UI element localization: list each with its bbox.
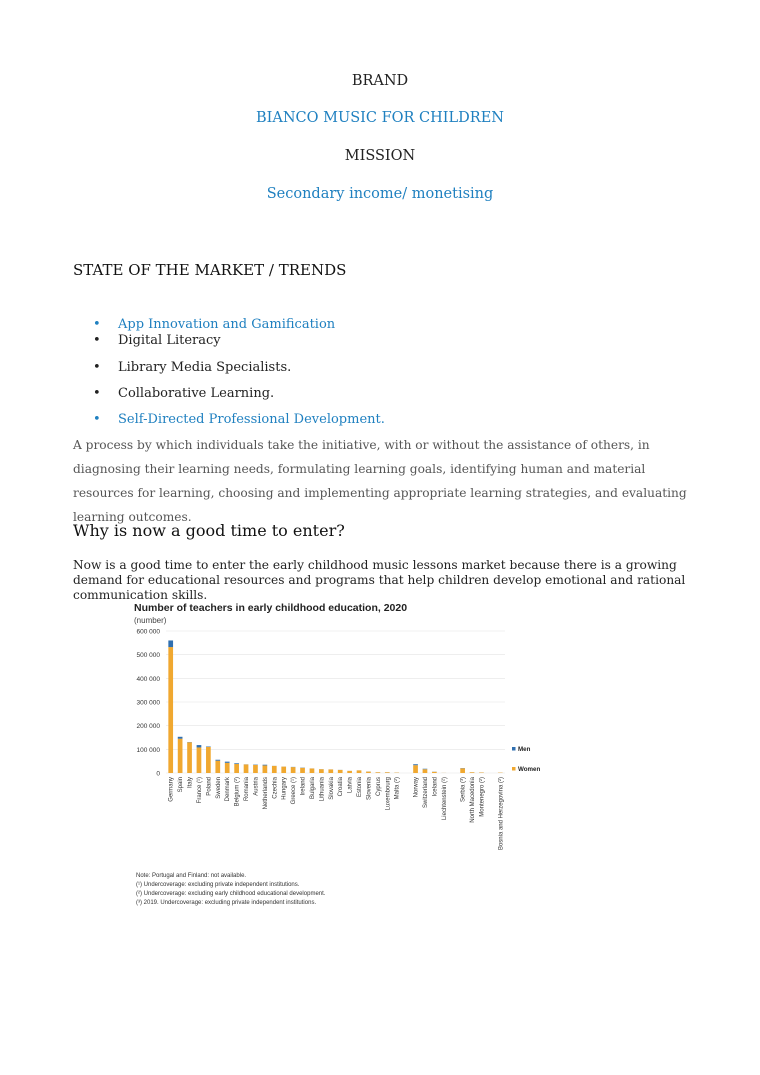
bar-women <box>225 763 230 773</box>
bar-women <box>206 747 211 773</box>
x-tick-label: Belgium (²) <box>234 777 241 807</box>
brand-name: BIANCO MUSIC FOR CHILDREN <box>256 110 504 126</box>
bar-women <box>319 769 324 773</box>
teachers-bar-chart <box>120 625 550 870</box>
bar-women <box>338 770 343 773</box>
legend-label: Women <box>518 766 541 773</box>
chart-title: Number of teachers in early childhood education, 2020 <box>134 602 408 614</box>
bar-women <box>263 765 268 773</box>
bar-women <box>328 769 333 773</box>
legend-swatch <box>512 767 516 771</box>
x-tick-label: France (¹) <box>196 777 203 804</box>
x-tick-label: Slovenia <box>366 777 373 801</box>
bar-women <box>376 772 381 773</box>
bullet-dot: • <box>93 386 101 401</box>
y-tick-label: 0 <box>156 770 160 778</box>
chart-note: Note: Portugal and Finland: not available. <box>136 873 247 879</box>
chart-x-labels <box>169 776 505 850</box>
bar-women <box>310 769 315 773</box>
x-tick-label: Norway <box>413 777 420 798</box>
bar-women <box>291 767 296 773</box>
bullet-text: App Innovation and Gamification <box>118 317 336 332</box>
bar-women <box>347 771 352 773</box>
bar-men <box>413 764 418 765</box>
bullet-dot: • <box>93 412 101 427</box>
bar-women <box>272 766 277 773</box>
bar-women <box>423 769 428 773</box>
bar-women <box>197 747 202 773</box>
mission-label: MISSION <box>344 148 416 164</box>
bar-men <box>263 765 268 766</box>
x-tick-label: Denmark <box>225 777 232 802</box>
y-tick-label: 300 000 <box>136 699 160 707</box>
legend-label: Men <box>518 746 531 753</box>
bar-women <box>215 761 220 773</box>
x-tick-label: Austria <box>253 777 260 796</box>
x-tick-label: Spain <box>178 777 185 793</box>
bar-women <box>413 765 418 773</box>
y-tick-label: 400 000 <box>136 675 160 683</box>
x-tick-label: Switzerland <box>422 777 429 809</box>
x-tick-label: Greece (¹) <box>291 777 298 805</box>
y-tick-label: 100 000 <box>136 746 160 754</box>
bar-women <box>253 765 258 773</box>
bar-men <box>178 737 183 739</box>
chart-unit: (number) <box>134 616 167 625</box>
x-tick-label: Romania <box>244 777 251 802</box>
legend-swatch <box>512 747 516 751</box>
chart-note: (²) Undercoverage: excluding early childhood educational development. <box>136 891 326 897</box>
bar-women <box>281 767 286 773</box>
x-tick-label: Hungary <box>281 777 288 800</box>
bar-men <box>225 762 230 763</box>
bar-women <box>187 742 192 773</box>
bar-men <box>197 745 202 747</box>
x-tick-label: Bosnia and Herzegovina (²) <box>498 777 505 851</box>
y-tick-label: 200 000 <box>136 723 160 731</box>
mission-text: Secondary income/ monetising <box>266 186 494 202</box>
why-paragraph: Now is a good time to enter the early childhood music lessons market because there is a growing demand for educational resources and programs that help children develop emotional and rational communication skills. <box>73 558 686 602</box>
chart-bars <box>168 640 502 773</box>
x-tick-label: Malta (²) <box>394 777 401 800</box>
market-heading: STATE OF THE MARKET / TRENDS <box>73 261 347 279</box>
bullet-text: Digital Literacy <box>118 333 221 348</box>
x-tick-label: Czechia <box>272 777 279 799</box>
y-tick-label: 600 000 <box>136 628 160 636</box>
x-tick-label: Latvia <box>347 777 354 794</box>
why-heading: Why is now a good time to enter? <box>73 521 345 540</box>
chart-gridlines <box>166 631 505 773</box>
chart-note: (¹) Undercoverage: excluding private independent institutions. <box>136 882 300 888</box>
bullet-dot: • <box>93 360 101 375</box>
chart-note: (³) 2019. Undercoverage: excluding private independent institutions. <box>136 900 317 906</box>
bar-women <box>366 772 371 773</box>
x-tick-label: Slovakia <box>328 777 335 800</box>
x-tick-label: Croatia <box>338 777 345 797</box>
bar-women <box>470 772 475 773</box>
x-tick-label: Italy <box>187 777 194 789</box>
x-tick-label: Bulgaria <box>309 777 316 800</box>
x-tick-label: Iceland <box>432 777 439 797</box>
definition-paragraph: A process by which individuals take the initiative, with or without the assistance of others, in diagnosing their learning needs, formulating learning goals, identifying human and material resources for learning, choosing and implementing appropriate learning strategies, and evaluating learning outcomes. <box>73 438 687 524</box>
bar-women <box>385 772 390 773</box>
bar-women <box>168 647 173 773</box>
x-tick-label: Netherlands <box>262 777 269 810</box>
chart-legend <box>512 746 540 773</box>
bar-women <box>460 768 465 773</box>
x-tick-label: Serbia (³) <box>460 777 467 803</box>
bullet-text: Collaborative Learning. <box>118 386 275 401</box>
x-tick-label: Lithuania <box>319 777 326 802</box>
x-tick-label: Luxembourg <box>385 777 392 811</box>
x-tick-label: Germany <box>168 777 175 802</box>
bar-men <box>168 640 173 647</box>
x-tick-label: Sweden <box>215 777 222 799</box>
x-tick-label: Cyprus <box>375 777 382 797</box>
x-tick-label: Estonia <box>357 777 364 798</box>
bar-men <box>215 760 220 761</box>
bullet-dot: • <box>93 317 101 332</box>
bar-women <box>178 739 183 773</box>
chart-y-ticks <box>137 629 161 778</box>
bullet-text: Library Media Specialists. <box>118 360 292 375</box>
bar-women <box>300 768 305 773</box>
x-tick-label: Poland <box>206 777 213 796</box>
bar-women <box>357 770 362 773</box>
bullet-dot: • <box>93 333 101 348</box>
bar-men <box>234 763 239 764</box>
bar-women <box>432 772 437 773</box>
x-tick-label: North Macedonia <box>470 777 477 823</box>
chart-notes <box>136 872 325 908</box>
x-tick-label: Liechtenstein (²) <box>441 777 448 821</box>
y-tick-label: 500 000 <box>136 652 160 660</box>
brand-label: BRAND <box>351 73 409 89</box>
bar-women <box>244 764 249 773</box>
x-tick-label: Ireland <box>300 777 307 796</box>
bullet-text: Self-Directed Professional Development. <box>118 412 385 427</box>
x-tick-label: Montenegro (²) <box>479 777 486 817</box>
bar-women <box>234 764 239 773</box>
